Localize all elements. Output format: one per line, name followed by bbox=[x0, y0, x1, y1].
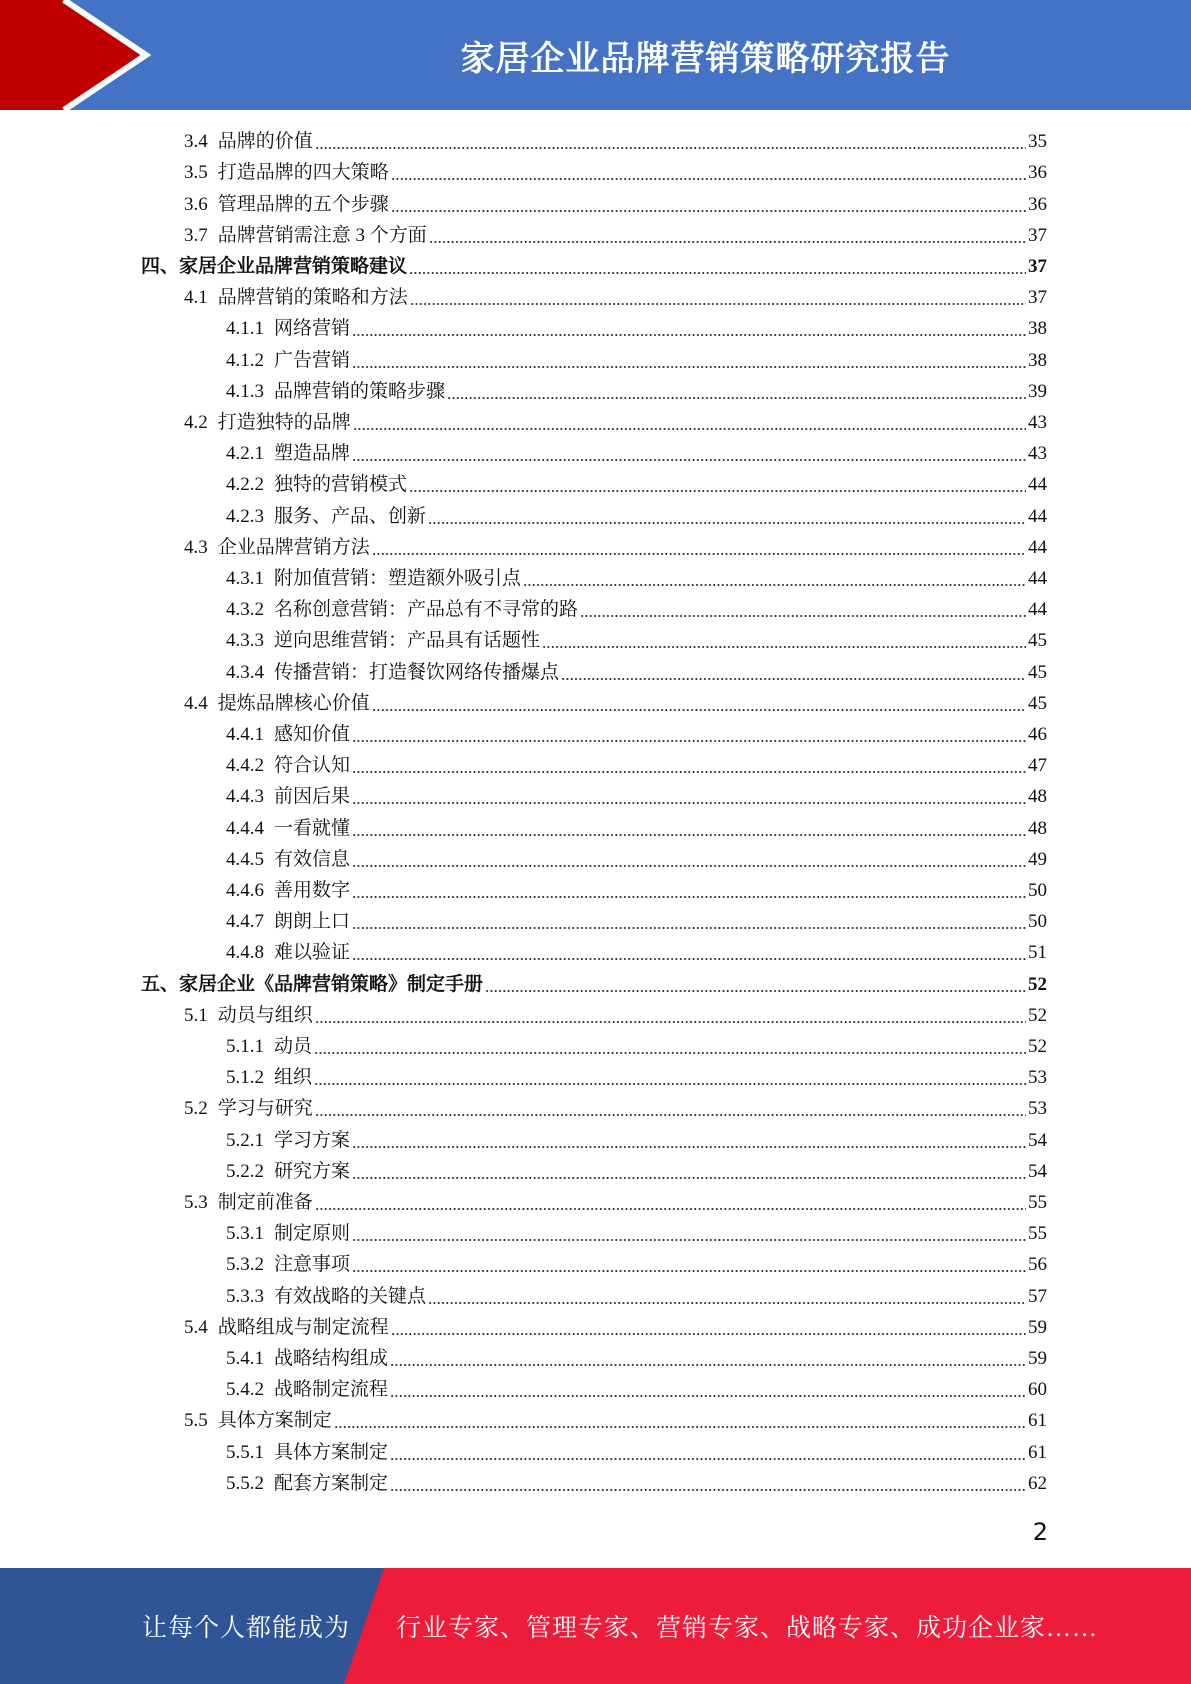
toc-entry[interactable] bbox=[0, 252, 1191, 283]
toc-entry-title: 品牌营销需注意 3 个方面 bbox=[217, 224, 427, 246]
toc-entry-number: 5.3.1 bbox=[226, 1223, 264, 1245]
toc-entry-page: 59 bbox=[1028, 1347, 1047, 1369]
toc-entry[interactable] bbox=[0, 657, 1191, 688]
toc-entry-page: 39 bbox=[1028, 380, 1047, 402]
toc-entry-page: 50 bbox=[1028, 879, 1047, 901]
toc-entry[interactable] bbox=[0, 470, 1191, 501]
toc-entry-content bbox=[226, 848, 1047, 872]
toc-entry-number: 4.3.4 bbox=[226, 661, 264, 683]
toc-entry-title: 具体方案制定 bbox=[274, 1441, 389, 1463]
toc-dot-leader bbox=[352, 771, 1026, 773]
toc-entry-title: 制定原则 bbox=[274, 1223, 351, 1245]
toc-entry-number: 4.3 bbox=[184, 536, 208, 558]
toc-entry-number: 4.2.2 bbox=[226, 474, 264, 496]
toc-entry-content bbox=[226, 1253, 1047, 1277]
toc-dot-leader bbox=[334, 1426, 1026, 1428]
toc-entry[interactable] bbox=[0, 1313, 1191, 1344]
toc-dot-leader bbox=[447, 397, 1026, 399]
toc-entry-title: 家居企业品牌营销策略建议 bbox=[179, 255, 408, 277]
toc-entry[interactable] bbox=[0, 158, 1191, 189]
toc-entry-title: 服务、产品、创新 bbox=[274, 505, 427, 527]
toc-entry[interactable] bbox=[0, 533, 1191, 564]
toc-entry-page: 37 bbox=[1028, 224, 1047, 246]
toc-entry-page: 45 bbox=[1028, 630, 1047, 652]
toc-entry-page: 50 bbox=[1028, 911, 1047, 933]
toc-entry[interactable] bbox=[0, 1125, 1191, 1156]
toc-dot-leader bbox=[391, 178, 1026, 180]
toc-dot-leader bbox=[352, 366, 1026, 368]
toc-entry[interactable] bbox=[0, 439, 1191, 470]
toc-entry[interactable] bbox=[0, 564, 1191, 595]
toc-entry-title: 动员 bbox=[274, 1035, 313, 1057]
toc-entry-title: 独特的营销模式 bbox=[274, 474, 408, 496]
toc-entry-content bbox=[226, 941, 1047, 965]
toc-entry[interactable] bbox=[0, 720, 1191, 751]
toc-entry-number: 4.4.7 bbox=[226, 911, 264, 933]
footer-slogan-right: 行业专家、管理专家、营销专家、战略专家、成功企业家…… bbox=[396, 1615, 1099, 1642]
toc-entry-page: 55 bbox=[1028, 1191, 1047, 1213]
toc-dot-leader bbox=[314, 1083, 1026, 1085]
toc-entry-title: 品牌营销的策略和方法 bbox=[217, 287, 408, 309]
toc-entry-number: 3.7 bbox=[184, 224, 208, 246]
toc-dot-leader bbox=[390, 1364, 1026, 1366]
toc-entry-number: 5.4 bbox=[184, 1316, 208, 1338]
toc-entry-number: 4.4.2 bbox=[226, 755, 264, 777]
toc-dot-leader bbox=[352, 1146, 1026, 1148]
toc-entry-content bbox=[226, 473, 1047, 497]
toc-dot-leader bbox=[410, 303, 1026, 305]
toc-entry-title: 逆向思维营销：产品具有话题性 bbox=[274, 630, 541, 652]
toc-entry[interactable] bbox=[0, 1344, 1191, 1375]
toc-dot-leader bbox=[352, 1270, 1026, 1272]
toc-entry-title: 广告营销 bbox=[274, 349, 351, 371]
toc-entry-content bbox=[184, 1004, 1047, 1028]
toc-dot-leader bbox=[485, 990, 1026, 992]
toc-entry[interactable] bbox=[0, 595, 1191, 626]
toc-dot-leader bbox=[352, 1239, 1026, 1241]
toc-entry-page: 62 bbox=[1028, 1472, 1047, 1494]
toc-dot-leader bbox=[391, 210, 1026, 212]
toc-entry-number: 5.3.3 bbox=[226, 1285, 264, 1307]
toc-entry[interactable] bbox=[0, 969, 1191, 1000]
toc-entry-page: 48 bbox=[1028, 786, 1047, 808]
toc-entry-content bbox=[141, 255, 1047, 279]
toc-entry-content bbox=[226, 1066, 1047, 1090]
toc-entry-content bbox=[226, 349, 1047, 373]
toc-dot-leader bbox=[390, 1395, 1026, 1397]
toc-entry-title: 配套方案制定 bbox=[274, 1472, 389, 1494]
toc-entry-content bbox=[184, 130, 1047, 154]
toc-entry[interactable] bbox=[0, 689, 1191, 720]
toc-entry-page: 60 bbox=[1028, 1379, 1047, 1401]
toc-dot-leader bbox=[352, 834, 1026, 836]
toc-entry-title: 战略组成与制定流程 bbox=[217, 1316, 389, 1338]
toc-entry[interactable] bbox=[0, 1250, 1191, 1281]
toc-dot-leader bbox=[542, 646, 1026, 648]
toc-entry-page: 44 bbox=[1028, 567, 1047, 589]
toc-entry-content bbox=[226, 661, 1047, 685]
toc-entry-title: 打造品牌的四大策略 bbox=[217, 162, 389, 184]
toc-entry-title: 善用数字 bbox=[274, 879, 351, 901]
toc-entry-number: 4.4.6 bbox=[226, 879, 264, 901]
toc-entry-number: 5.3.2 bbox=[226, 1254, 264, 1276]
toc-entry-page: 51 bbox=[1028, 942, 1047, 964]
toc-entry-number: 四、 bbox=[141, 255, 180, 277]
document-title: 家居企业品牌营销策略研究报告 bbox=[460, 38, 951, 79]
toc-entry-page: 36 bbox=[1028, 193, 1047, 215]
toc-entry[interactable] bbox=[0, 938, 1191, 969]
toc-dot-leader bbox=[352, 896, 1026, 898]
toc-entry-content bbox=[184, 536, 1047, 560]
toc-entry-page: 48 bbox=[1028, 817, 1047, 839]
toc-entry-title: 具体方案制定 bbox=[217, 1410, 332, 1432]
toc-entry-page: 55 bbox=[1028, 1223, 1047, 1245]
toc-entry-content bbox=[184, 1097, 1047, 1121]
toc-entry-title: 前因后果 bbox=[274, 786, 351, 808]
toc-dot-leader bbox=[353, 428, 1026, 430]
toc-entry-content bbox=[226, 879, 1047, 903]
toc-entry-title: 管理品牌的五个步骤 bbox=[217, 193, 389, 215]
toc-entry-title: 名称创意营销：产品总有不寻常的路 bbox=[274, 599, 579, 621]
toc-dot-leader bbox=[315, 1114, 1026, 1116]
toc-entry-content bbox=[226, 1472, 1047, 1496]
toc-entry[interactable] bbox=[0, 1063, 1191, 1094]
toc-entry-content bbox=[226, 1160, 1047, 1184]
toc-entry-content bbox=[226, 629, 1047, 653]
toc-entry-page: 61 bbox=[1028, 1410, 1047, 1432]
toc-entry-number: 4.1.1 bbox=[226, 318, 264, 340]
toc-entry[interactable] bbox=[0, 314, 1191, 345]
toc-entry-number: 5.2 bbox=[184, 1098, 208, 1120]
toc-entry-number: 3.5 bbox=[184, 162, 208, 184]
toc-entry[interactable] bbox=[0, 1001, 1191, 1032]
toc-dot-leader bbox=[352, 958, 1026, 960]
toc-entry-content bbox=[184, 224, 1047, 248]
toc-entry-number: 5.2.1 bbox=[226, 1129, 264, 1151]
toc-entry[interactable] bbox=[0, 283, 1191, 314]
toc-entry-title: 朗朗上口 bbox=[274, 911, 351, 933]
toc-entry[interactable] bbox=[0, 1219, 1191, 1250]
toc-dot-leader bbox=[561, 678, 1026, 680]
toc-entry[interactable] bbox=[0, 221, 1191, 252]
toc-entry-content bbox=[226, 817, 1047, 841]
toc-entry-page: 54 bbox=[1028, 1160, 1047, 1182]
toc-entry-content bbox=[226, 754, 1047, 778]
toc-entry-title: 传播营销：打造餐饮网络传播爆点 bbox=[274, 661, 560, 683]
toc-entry-number: 4.4.1 bbox=[226, 723, 264, 745]
toc-entry-title: 品牌营销的策略步骤 bbox=[274, 380, 446, 402]
toc-dot-leader bbox=[315, 1021, 1026, 1023]
toc-entry-content bbox=[184, 1409, 1047, 1433]
toc-entry-title: 网络营销 bbox=[274, 318, 351, 340]
toc-entry-title: 一看就懂 bbox=[274, 817, 351, 839]
toc-entry-number: 4.1.3 bbox=[226, 380, 264, 402]
toc-entry-page: 59 bbox=[1028, 1316, 1047, 1338]
toc-entry-number: 4.3.2 bbox=[226, 599, 264, 621]
toc-entry-content bbox=[184, 1191, 1047, 1215]
toc-entry[interactable] bbox=[0, 501, 1191, 532]
toc-entry-number: 5.2.2 bbox=[226, 1160, 264, 1182]
toc-entry-content bbox=[226, 1347, 1047, 1371]
toc-entry-page: 36 bbox=[1028, 162, 1047, 184]
header-chevron-icon bbox=[0, 0, 160, 110]
toc-entry[interactable] bbox=[0, 1469, 1191, 1500]
toc-entry[interactable] bbox=[0, 377, 1191, 408]
toc-dot-leader bbox=[409, 490, 1026, 492]
toc-entry-number: 4.4.8 bbox=[226, 942, 264, 964]
toc-dot-leader bbox=[372, 709, 1026, 711]
toc-entry-number: 5.1.2 bbox=[226, 1067, 264, 1089]
toc-entry-content bbox=[226, 442, 1047, 466]
toc-entry-page: 47 bbox=[1028, 755, 1047, 777]
toc-entry-number: 5.4.2 bbox=[226, 1379, 264, 1401]
footer-slogan-left: 让每个人都能成为 bbox=[142, 1615, 351, 1642]
toc-entry-content bbox=[226, 380, 1047, 404]
toc-entry-page: 44 bbox=[1028, 474, 1047, 496]
toc-entry-number: 4.4.4 bbox=[226, 817, 264, 839]
toc-entry-page: 38 bbox=[1028, 349, 1047, 371]
toc-entry-content bbox=[226, 1129, 1047, 1153]
toc-entry-number: 4.2 bbox=[184, 411, 208, 433]
toc-entry-number: 5.3 bbox=[184, 1191, 208, 1213]
toc-entry-title: 研究方案 bbox=[274, 1160, 351, 1182]
toc-entry[interactable] bbox=[0, 1188, 1191, 1219]
toc-entry[interactable] bbox=[0, 1094, 1191, 1125]
toc-entry-page: 46 bbox=[1028, 723, 1047, 745]
toc-entry[interactable] bbox=[0, 751, 1191, 782]
toc-entry-number: 4.2.3 bbox=[226, 505, 264, 527]
toc-entry-page: 52 bbox=[1028, 1004, 1047, 1026]
toc-entry-page: 52 bbox=[1028, 973, 1047, 995]
toc-dot-leader bbox=[352, 740, 1026, 742]
toc-dot-leader bbox=[352, 459, 1026, 461]
toc-entry-page: 44 bbox=[1028, 599, 1047, 621]
toc-entry-page: 43 bbox=[1028, 411, 1047, 433]
toc-entry[interactable] bbox=[0, 127, 1191, 158]
toc-dot-leader bbox=[580, 615, 1026, 617]
toc-entry-title: 塑造品牌 bbox=[274, 443, 351, 465]
toc-entry-number: 4.1.2 bbox=[226, 349, 264, 371]
toc-entry-title: 组织 bbox=[274, 1067, 313, 1089]
toc-dot-leader bbox=[352, 334, 1026, 336]
toc-entry-content bbox=[226, 598, 1047, 622]
toc-entry-number: 4.4.5 bbox=[226, 848, 264, 870]
page-footer bbox=[0, 1568, 1191, 1684]
toc-dot-leader bbox=[428, 522, 1026, 524]
toc-entry-content bbox=[184, 161, 1047, 185]
toc-entry-number: 五、 bbox=[141, 973, 180, 995]
toc-entry[interactable] bbox=[0, 626, 1191, 657]
toc-entry-content bbox=[184, 692, 1047, 716]
toc-entry-number: 5.1 bbox=[184, 1004, 208, 1026]
toc-entry-content bbox=[184, 1316, 1047, 1340]
toc-entry-number: 4.3.1 bbox=[226, 567, 264, 589]
toc-entry-page: 57 bbox=[1028, 1285, 1047, 1307]
toc-entry[interactable] bbox=[0, 345, 1191, 376]
toc-entry-content bbox=[226, 567, 1047, 591]
toc-entry[interactable] bbox=[0, 907, 1191, 938]
toc-entry-page: 56 bbox=[1028, 1254, 1047, 1276]
toc-entry-page: 45 bbox=[1028, 692, 1047, 714]
toc-dot-leader bbox=[352, 1177, 1026, 1179]
toc-entry[interactable] bbox=[0, 876, 1191, 907]
toc-entry-content bbox=[226, 1285, 1047, 1309]
toc-dot-leader bbox=[315, 1208, 1026, 1210]
toc-dot-leader bbox=[429, 241, 1026, 243]
toc-entry-page: 35 bbox=[1028, 131, 1047, 153]
toc-entry-number: 4.4 bbox=[184, 692, 208, 714]
toc-dot-leader bbox=[314, 1052, 1026, 1054]
toc-entry-content bbox=[226, 910, 1047, 934]
toc-entry-number: 4.4.3 bbox=[226, 786, 264, 808]
toc-entry-page: 38 bbox=[1028, 318, 1047, 340]
toc-entry-number: 5.5.1 bbox=[226, 1441, 264, 1463]
toc-entry[interactable] bbox=[0, 1032, 1191, 1063]
toc-entry-content bbox=[226, 1441, 1047, 1465]
toc-entry[interactable] bbox=[0, 813, 1191, 844]
toc-dot-leader bbox=[390, 1458, 1026, 1460]
toc-entry-title: 有效信息 bbox=[274, 848, 351, 870]
toc-dot-leader bbox=[352, 802, 1026, 804]
toc-entry-number: 5.5.2 bbox=[226, 1472, 264, 1494]
toc-entry-page: 53 bbox=[1028, 1098, 1047, 1120]
toc-entry-page: 49 bbox=[1028, 848, 1047, 870]
toc-entry-title: 企业品牌营销方法 bbox=[217, 536, 370, 558]
toc-entry[interactable] bbox=[0, 845, 1191, 876]
toc-entry-content bbox=[226, 1378, 1047, 1402]
toc-dot-leader bbox=[428, 1302, 1026, 1304]
toc-entry-title: 学习方案 bbox=[274, 1129, 351, 1151]
toc-entry[interactable] bbox=[0, 408, 1191, 439]
toc-entry-title: 提炼品牌核心价值 bbox=[217, 692, 370, 714]
toc-entry-content bbox=[184, 286, 1047, 310]
toc-entry-title: 打造独特的品牌 bbox=[217, 411, 351, 433]
toc-entry-title: 注意事项 bbox=[274, 1254, 351, 1276]
toc-entry-page: 37 bbox=[1028, 287, 1047, 309]
toc-dot-leader bbox=[391, 1333, 1026, 1335]
toc-dot-leader bbox=[352, 865, 1026, 867]
toc-entry-page: 45 bbox=[1028, 661, 1047, 683]
toc-entry-title: 家居企业《品牌营销策略》制定手册 bbox=[179, 973, 484, 995]
toc-entry-content bbox=[141, 973, 1047, 997]
toc-entry-title: 战略制定流程 bbox=[274, 1379, 389, 1401]
toc-entry-page: 53 bbox=[1028, 1067, 1047, 1089]
toc-entry-title: 符合认知 bbox=[274, 755, 351, 777]
toc-entry-page: 54 bbox=[1028, 1129, 1047, 1151]
toc-entry-number: 5.1.1 bbox=[226, 1035, 264, 1057]
toc-dot-leader bbox=[372, 553, 1026, 555]
toc-entry-content bbox=[226, 1222, 1047, 1246]
page-number: 2 bbox=[1032, 1518, 1048, 1546]
toc-entry-number: 3.4 bbox=[184, 131, 208, 153]
toc-entry-content bbox=[226, 723, 1047, 747]
toc-entry-content bbox=[226, 505, 1047, 529]
toc-dot-leader bbox=[390, 1489, 1026, 1491]
toc-entry-page: 44 bbox=[1028, 505, 1047, 527]
toc-entry-title: 感知价值 bbox=[274, 723, 351, 745]
toc-entry-number: 4.1 bbox=[184, 287, 208, 309]
toc-entry[interactable] bbox=[0, 782, 1191, 813]
toc-dot-leader bbox=[352, 927, 1026, 929]
toc-dot-leader bbox=[409, 272, 1026, 274]
toc-entry-title: 品牌的价值 bbox=[217, 131, 313, 153]
toc-entry[interactable] bbox=[0, 1437, 1191, 1468]
toc-entry-content bbox=[226, 1035, 1047, 1059]
toc-entry-number: 5.4.1 bbox=[226, 1347, 264, 1369]
toc-entry-page: 61 bbox=[1028, 1441, 1047, 1463]
toc-entry-title: 战略结构组成 bbox=[274, 1347, 389, 1369]
toc-entry-number: 3.6 bbox=[184, 193, 208, 215]
toc-entry-page: 37 bbox=[1028, 255, 1047, 277]
toc-entry-content bbox=[184, 411, 1047, 435]
toc-entry-number: 5.5 bbox=[184, 1410, 208, 1432]
toc-entry-content bbox=[184, 193, 1047, 217]
page-header bbox=[0, 0, 1191, 110]
toc-entry-page: 52 bbox=[1028, 1035, 1047, 1057]
toc-dot-leader bbox=[315, 147, 1026, 149]
toc-entry-title: 学习与研究 bbox=[217, 1098, 313, 1120]
toc-entry-number: 4.2.1 bbox=[226, 443, 264, 465]
toc-entry-title: 附加值营销：塑造额外吸引点 bbox=[274, 567, 522, 589]
toc-entry-page: 43 bbox=[1028, 443, 1047, 465]
toc-entry-content bbox=[226, 317, 1047, 341]
toc-dot-leader bbox=[523, 584, 1026, 586]
toc-entry[interactable] bbox=[0, 1157, 1191, 1188]
toc-entry[interactable] bbox=[0, 1281, 1191, 1312]
toc-entry-title: 动员与组织 bbox=[217, 1004, 313, 1026]
toc-entry[interactable] bbox=[0, 1375, 1191, 1406]
toc-entry-number: 4.3.3 bbox=[226, 630, 264, 652]
toc-entry-title: 制定前准备 bbox=[217, 1191, 313, 1213]
toc-entry-page: 44 bbox=[1028, 536, 1047, 558]
toc-entry[interactable] bbox=[0, 189, 1191, 220]
toc-entry-title: 有效战略的关键点 bbox=[274, 1285, 427, 1307]
toc-entry-content bbox=[226, 785, 1047, 809]
toc-entry-title: 难以验证 bbox=[274, 942, 351, 964]
toc-entry[interactable] bbox=[0, 1406, 1191, 1437]
